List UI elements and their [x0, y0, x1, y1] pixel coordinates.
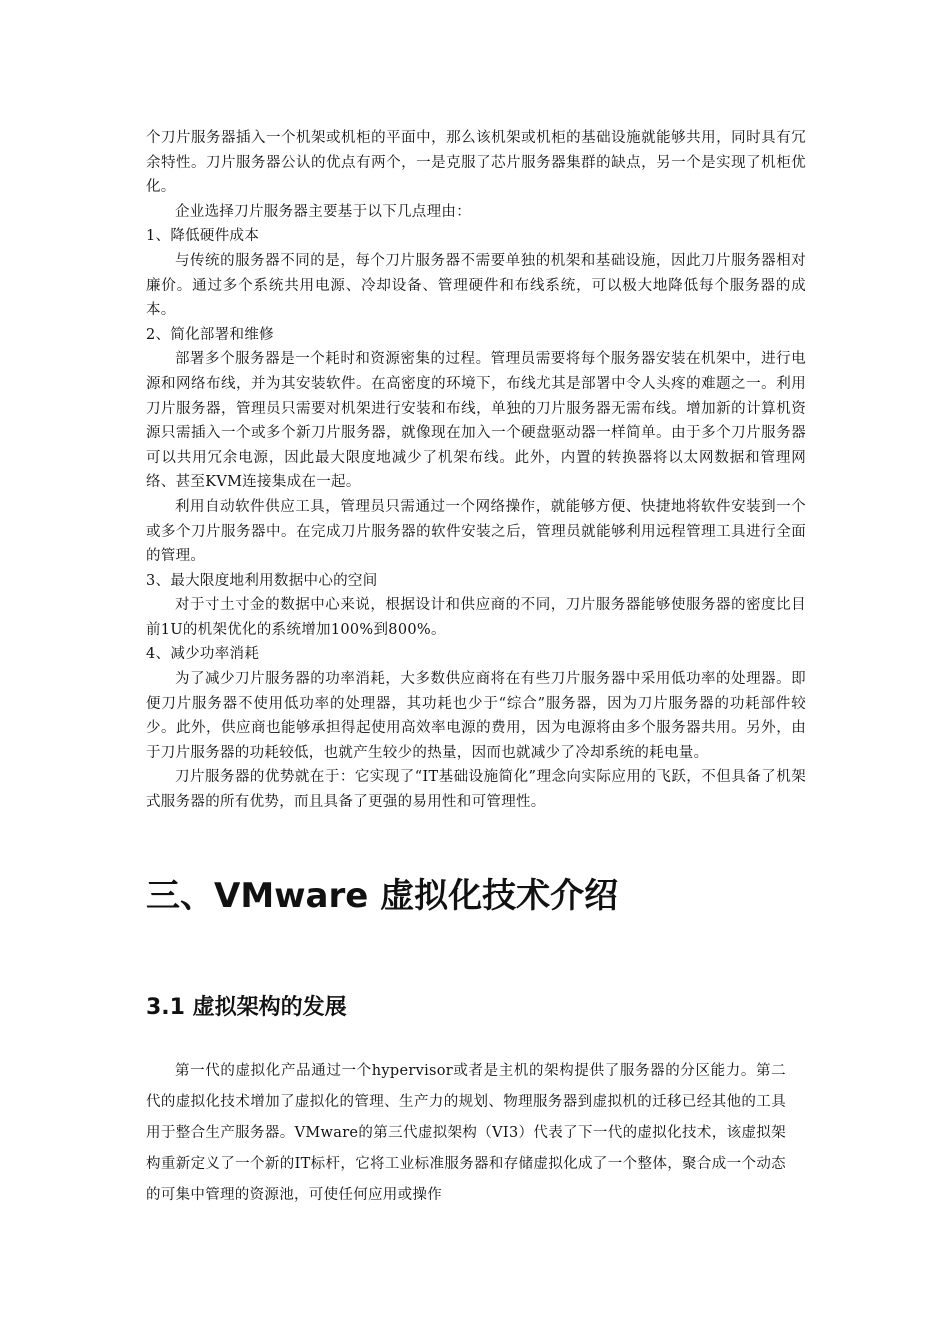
paragraph-virtualization: 第一代的虚拟化产品通过一个hypervisor或者是主机的架构提供了服务器的分区能力。第二代的虚拟化技术增加了虚拟化的管理、生产力的规划、物理服务器到虚拟机的迁移已经其他的工具用于整合生产服务器。VMware的第三代虚拟架构（VI3）代表了下一代的虚拟化技术，该虚拟架构重新定义了一个新的IT标杆，它将工业标准服务器和存储虚拟化成了一个整体，聚合成一个动态的可集中管理的资源池，可使任何应用或操作: [146, 1063, 786, 1203]
upper-text-block: [146, 126, 806, 815]
paragraph-continued: 个刀片服务器插入一个机架或机柜的平面中，那么该机架或机柜的基础设施就能够共用，同时具有冗余特性。刀片服务器公认的优点有两个，一是克服了芯片服务器集群的缺点，另一个是实现了机柜优化。: [146, 130, 806, 196]
section-title: 三、VMware 虚拟化技术介绍: [146, 876, 619, 916]
list-heading-3: 3、最大限度地利用数据中心的空间: [146, 572, 378, 589]
lower-text-block: [146, 1056, 786, 1211]
list-heading-4: 4、减少功率消耗: [146, 646, 260, 663]
paragraph-intro: 企业选择刀片服务器主要基于以下几点理由：: [175, 203, 471, 220]
paragraph-deploy: 部署多个服务器是一个耗时和资源密集的过程。管理员需要将每个服务器安装在机架中，进行电源和网络布线，并为其安装软件。在高密度的环境下，布线尤其是部署中令人头疼的难题之一。利用刀片服务器，管理员只需要对机架进行安装和布线，单独的刀片服务器无需布线。增加新的计算机资源只需插入一个或多个新刀片服务器，就像现在加入一个硬盘驱动器一样简单。由于多个刀片服务器可以共用冗余电源，因此最大限度地减少了机架布线。此外，内置的转换器将以太网数据和管理网络、甚至KVM连接集成在一起。: [146, 351, 806, 491]
paragraph-cost: 与传统的服务器不同的是，每个刀片服务器不需要单独的机架和基础设施，因此刀片服务器相对廉价。通过多个系统共用电源、冷却设备、管理硬件和布线系统，可以极大地降低每个服务器的成本。: [146, 252, 806, 319]
list-heading-2: 2、简化部署和维修: [146, 326, 274, 343]
list-heading-1: 1、降低硬件成本: [146, 228, 260, 245]
paragraph-space: 对于寸土寸金的数据中心来说，根据设计和供应商的不同，刀片服务器能够使服务器的密度比目前1U的机架优化的系统增加100%到800%。: [146, 597, 806, 638]
subsection-title: 3.1 虚拟架构的发展: [146, 995, 347, 1020]
paragraph-software: 利用自动软件供应工具，管理员只需通过一个网络操作，就能够方便、快捷地将软件安装到一个或多个刀片服务器中。在完成刀片服务器的软件安装之后，管理员就能够利用远程管理工具进行全面的管理。: [146, 498, 806, 565]
paragraph-power: 为了减少刀片服务器的功率消耗，大多数供应商将在有些刀片服务器中采用低功率的处理器。即便刀片服务器不使用低功率的处理器，其功耗也少于“综合”服务器，因为刀片服务器的功耗部件较少。此外，供应商也能够承担得起使用高效率电源的费用，因为电源将由多个服务器共用。另外，由于刀片服务器的功耗较低，也就产生较少的热量，因而也就减少了冷却系统的耗电量。: [146, 671, 806, 761]
paragraph-advantage: 刀片服务器的优势就在于：它实现了“IT基础设施简化”理念向实际应用的飞跃，不但具备了机架式服务器的所有优势，而且具备了更强的易用性和可管理性。: [146, 769, 806, 811]
